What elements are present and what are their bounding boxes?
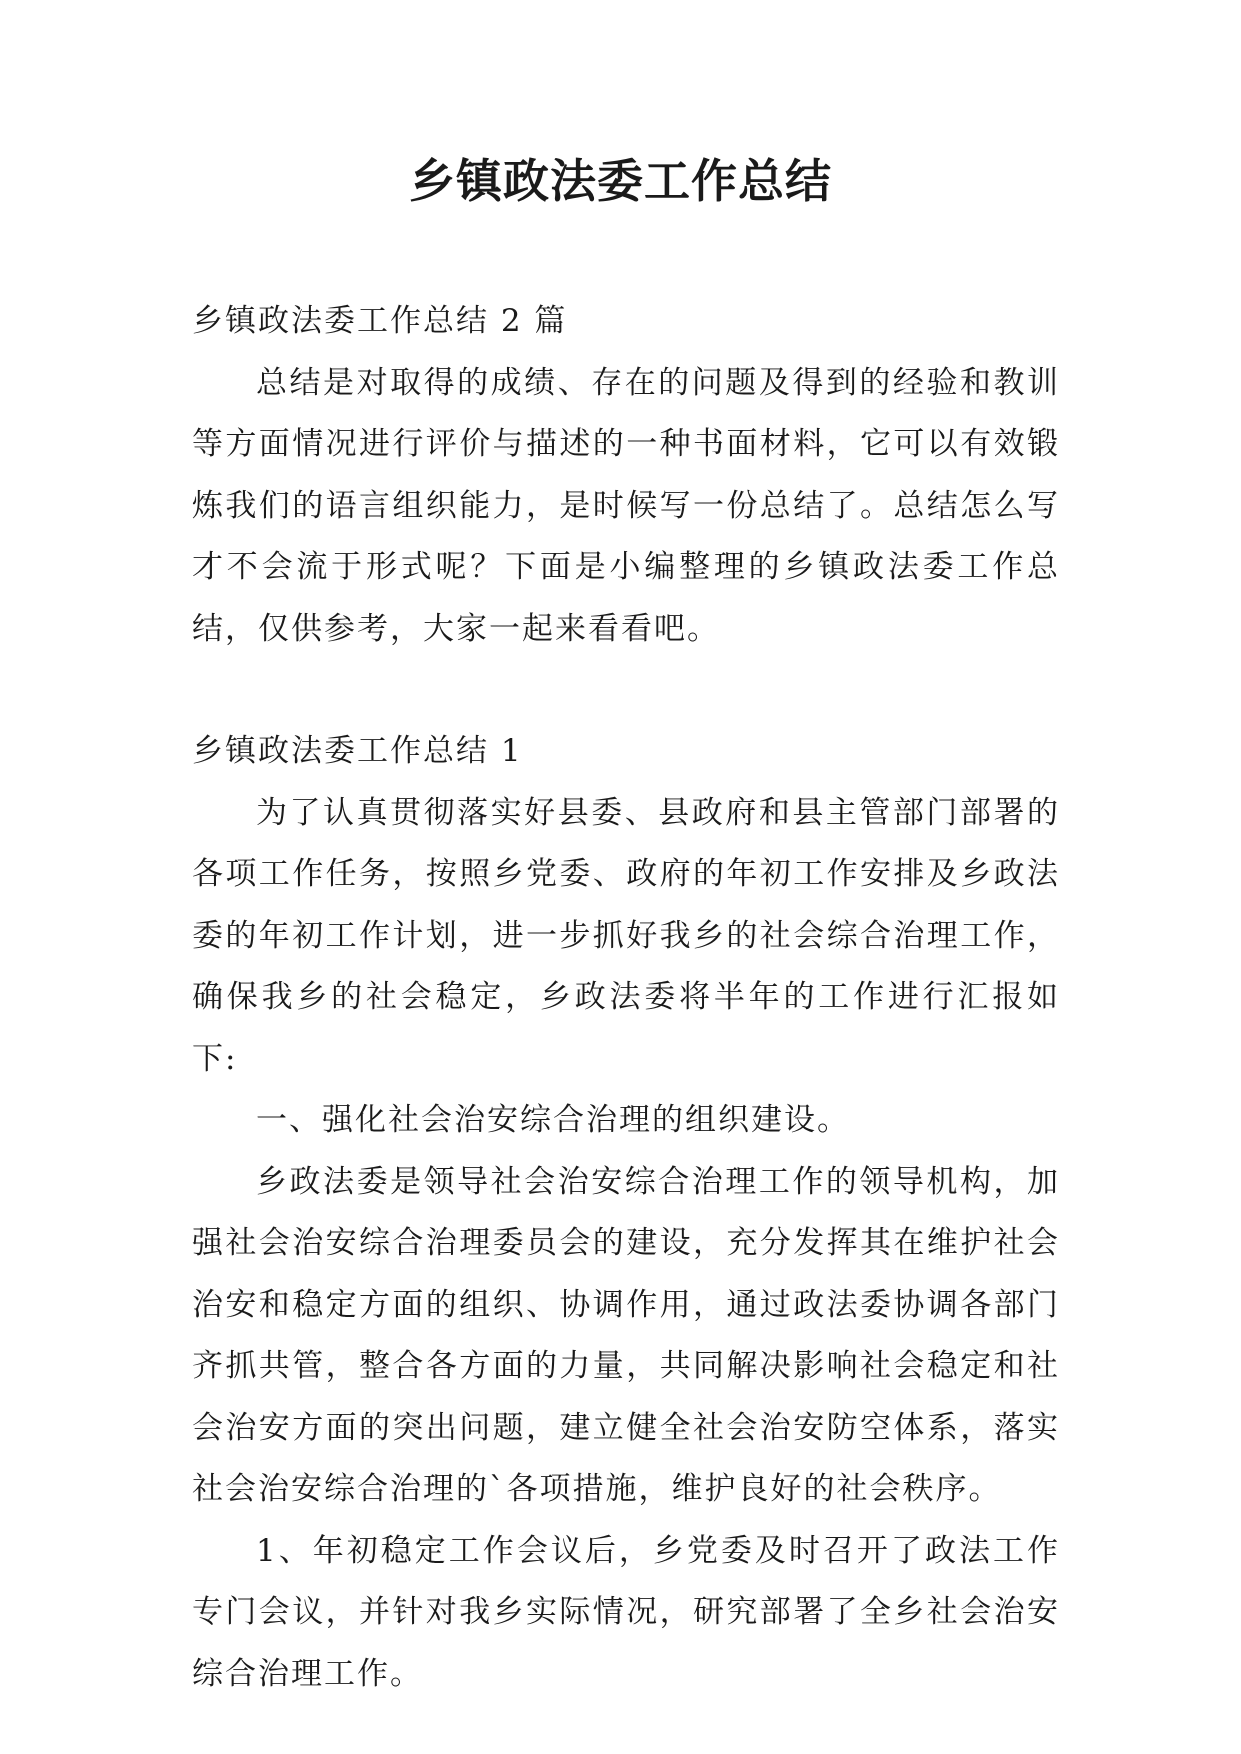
paragraph-spacer [192, 660, 1060, 721]
section-heading: 乡镇政法委工作总结 1 [192, 733, 523, 769]
document-subtitle: 乡镇政法委工作总结 2 篇 [192, 303, 568, 339]
document-body [192, 291, 1060, 1705]
body-paragraph: 一、强化社会治安综合治理的组织建设。 [256, 1102, 850, 1138]
body-paragraph: 为了认真贯彻落实好县委、县政府和县主管部门部署的各项工作任务，按照乡党委、政府的年初工作安排及乡政法委的年初工作计划，进一步抓好我乡的社会综合治理工作，确保我乡的社会稳定，乡政法委将半年的工作进行汇报如下: [192, 794, 1060, 1077]
body-paragraph: 1、年初稳定工作会议后，乡党委及时召开了政法工作专门会议，并针对我乡实际情况，研究部署了全乡社会治安综合治理工作。 [192, 1532, 1060, 1692]
body-paragraph: 乡政法委是领导社会治安综合治理工作的领导机构，加强社会治安综合治理委员会的建设，充分发挥其在维护社会治安和稳定方面的组织、协调作用，通过政法委协调各部门齐抓共管，整合各方面的力量，共同解决影响社会稳定和社会治安方面的突出问题，建立健全社会治安防空体系，落实社会治安综合治理的`各项措施，维护良好的社会秩序。 [192, 1163, 1060, 1507]
intro-paragraph: 总结是对取得的成绩、存在的问题及得到的经验和教训等方面情况进行评价与描述的一种书面材料，它可以有效锻炼我们的语言组织能力，是时候写一份总结了。总结怎么写才不会流于形式呢？下面是小编整理的乡镇政法委工作总结，仅供参考，大家一起来看看吧。 [192, 364, 1060, 647]
document-title: 乡镇政法委工作总结 [409, 154, 832, 208]
